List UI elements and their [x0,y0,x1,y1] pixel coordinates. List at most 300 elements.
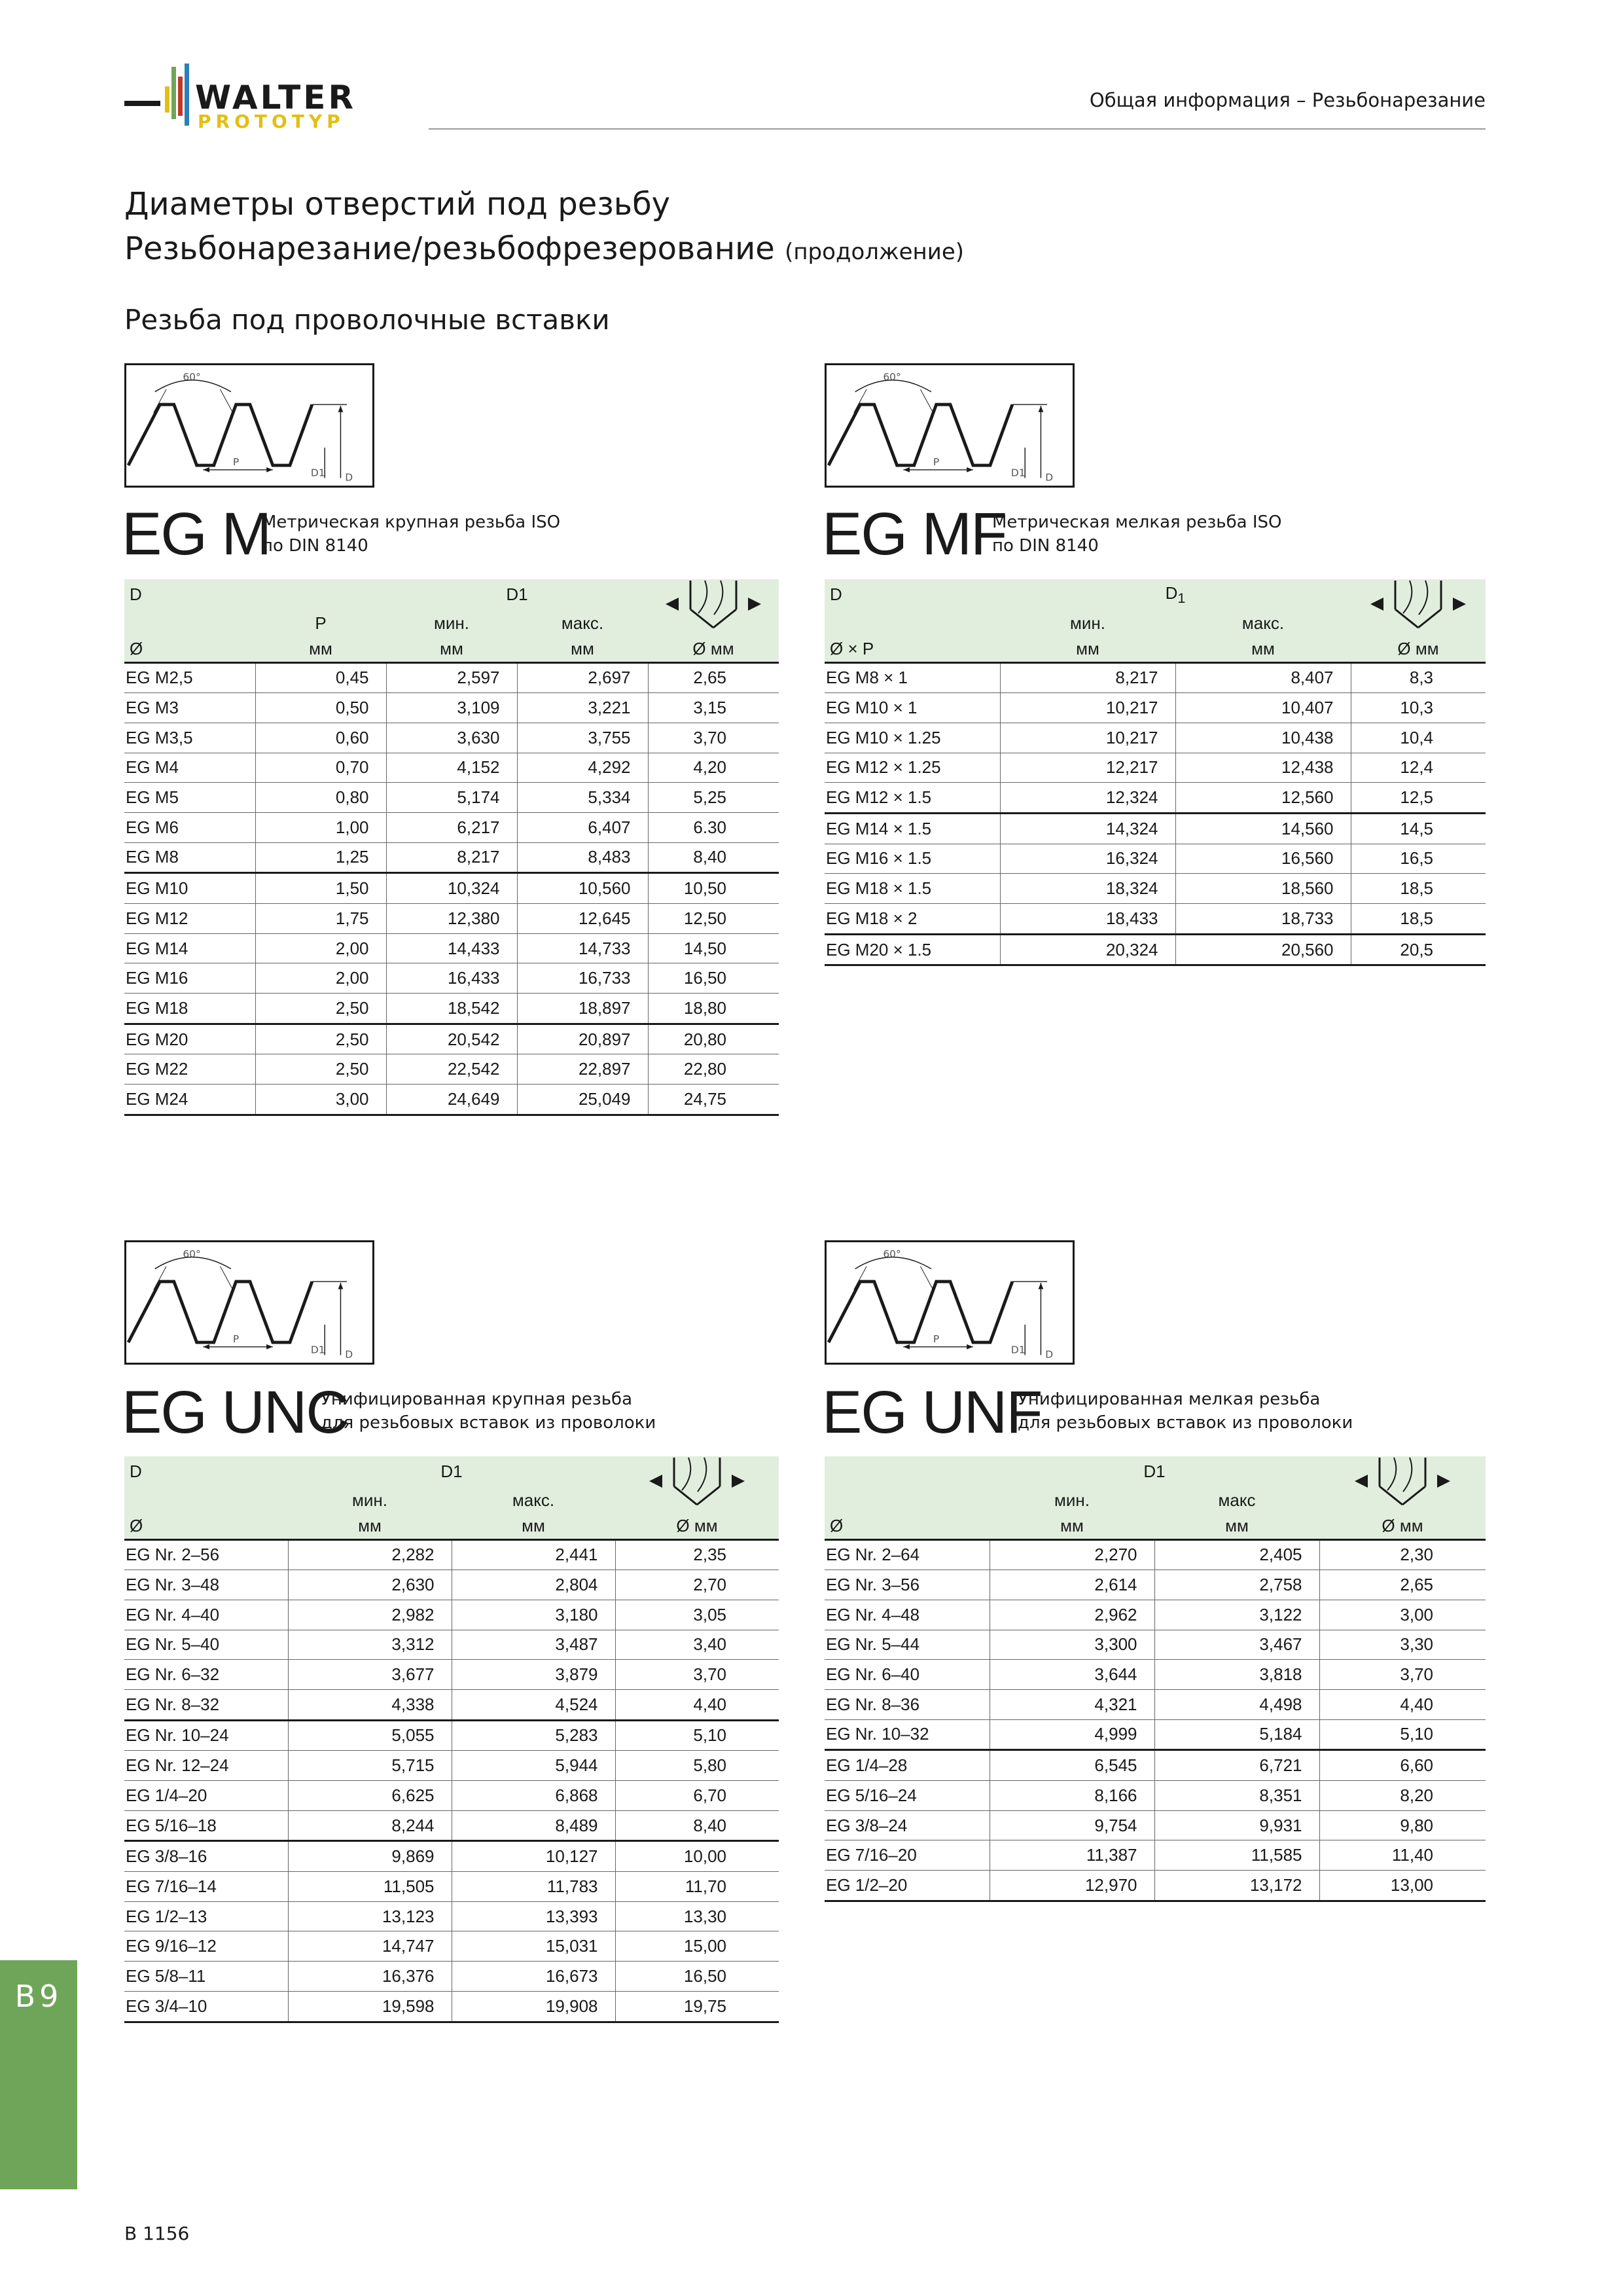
row-value-cell: 19,908 [452,1991,615,2022]
row-value-cell: 15,031 [452,1931,615,1962]
row-label-cell: EG Nr. 3–48 [124,1570,288,1600]
egunc-desc-line2: для резьбовых вставок из проволоки [321,1413,656,1433]
row-label-cell: EG 1/2–20 [825,1871,990,1901]
table-row [124,662,779,693]
row-label-cell: EG Nr. 10–32 [825,1719,990,1750]
row-value-cell: 2,65 [1319,1570,1486,1600]
row-value-cell: 3,180 [452,1600,615,1630]
egunc-header-d1: D1 [440,1462,463,1482]
svg-text:D1: D1 [310,1344,325,1356]
row-value-cell: 20,542 [386,1024,517,1054]
table-row [124,1630,779,1660]
row-value-cell: 2,00 [255,933,386,963]
row-value-cell: 10,217 [1000,693,1175,723]
row-value-cell: 22,542 [386,1054,517,1085]
table-row [124,904,779,934]
row-value-cell: 8,20 [1319,1781,1486,1811]
row-value-cell: 12,560 [1175,783,1351,814]
row-value-cell: 6,721 [1154,1750,1319,1781]
row-value-cell: 8,244 [288,1810,452,1841]
row-value-cell: 18,897 [517,994,648,1024]
row-value-cell: 16,433 [386,963,517,994]
row-value-cell: 12,5 [1351,783,1486,814]
table-row [124,1024,779,1054]
row-value-cell: 6,625 [288,1781,452,1811]
row-label-cell: EG M22 [124,1054,255,1085]
row-value-cell: 11,585 [1154,1840,1319,1871]
table-row [124,1962,779,1992]
table-row [124,963,779,994]
row-value-cell: 12,438 [1175,753,1351,783]
drill-diameter-icon [664,579,762,632]
egunc-header-d: D [130,1462,142,1482]
row-value-cell: 12,324 [1000,783,1175,814]
row-value-cell: 16,560 [1175,844,1351,874]
row-label-cell: EG M20 × 1.5 [825,934,1000,965]
egunc-desc-line1: Унифицированная крупная резьба [321,1390,633,1409]
row-label-cell: EG 5/16–18 [124,1810,288,1841]
row-value-cell: 6,545 [990,1750,1154,1781]
egmf-header-min: мин. [1070,613,1105,633]
table-row [825,904,1486,935]
row-value-cell: 22,897 [517,1054,648,1085]
egunf-description [1018,1388,1353,1435]
egunc-header-mm1: мм [358,1515,382,1535]
row-value-cell: 12,380 [386,904,517,934]
row-label-cell: EG Nr. 3–56 [825,1570,990,1600]
row-value-cell: 3,122 [1154,1600,1319,1630]
chapter-side-tab [0,1960,77,2189]
row-label-cell: EG M18 × 1.5 [825,874,1000,904]
table-row [825,844,1486,874]
row-label-cell: EG M5 [124,783,255,813]
row-value-cell: 8,351 [1154,1781,1319,1811]
row-value-cell: 24,649 [386,1085,517,1115]
row-label-cell: EG 3/8–16 [124,1841,288,1872]
row-value-cell: 16,50 [648,963,779,994]
table-row [825,1539,1486,1570]
row-label-cell: EG Nr. 6–32 [124,1660,288,1690]
table-row [124,723,779,753]
row-value-cell: 11,40 [1319,1840,1486,1871]
table-row [124,1660,779,1690]
row-value-cell: 3,644 [990,1660,1154,1690]
row-value-cell: 4,498 [1154,1689,1319,1719]
row-value-cell: 18,433 [1000,904,1175,935]
drill-diameter-icon [648,1456,746,1509]
row-value-cell: 2,282 [288,1539,452,1570]
egunc-header-drill-icon-cell [615,1456,779,1513]
table-row [124,842,779,873]
row-value-cell: 2,962 [990,1600,1154,1630]
row-label-cell: EG M8 [124,842,255,873]
row-value-cell: 2,614 [990,1570,1154,1600]
row-value-cell: 14,733 [517,933,648,963]
page-title-line2-suffix: (продолжение) [785,239,965,265]
row-value-cell: 14,747 [288,1931,452,1962]
header-section-title: Общая информация – Резьбонарезание [1089,89,1486,111]
row-label-cell: EG M14 [124,933,255,963]
row-value-cell: 10,127 [452,1841,615,1872]
row-value-cell: 3,15 [648,693,779,723]
logo-sub-brand-text: PROTOTYP [198,111,345,132]
svg-text:D1: D1 [310,467,325,479]
row-value-cell: 24,75 [648,1085,779,1115]
egm-header-dia-mm: Ø мм [692,638,734,658]
egunf-thread-diagram [825,1240,1075,1365]
row-value-cell: 3,221 [517,693,648,723]
row-value-cell: 12,50 [648,904,779,934]
row-value-cell: 2,50 [255,994,386,1024]
row-label-cell: EG M18 [124,994,255,1024]
table-row [124,1781,779,1811]
row-value-cell: 5,944 [452,1751,615,1781]
table-row [124,783,779,813]
egmf-header-mm2: мм [1251,638,1275,658]
table-row [124,994,779,1024]
row-value-cell: 8,166 [990,1781,1154,1811]
egmf-table-header [825,579,1486,662]
row-value-cell: 2,630 [288,1570,452,1600]
row-value-cell: 4,152 [386,753,517,783]
row-value-cell: 3,70 [648,723,779,753]
row-value-cell: 10,4 [1351,723,1486,753]
row-value-cell: 3,109 [386,693,517,723]
row-value-cell: 1,50 [255,873,386,904]
row-value-cell: 8,489 [452,1810,615,1841]
table-row [124,933,779,963]
row-value-cell: 16,50 [615,1962,779,1992]
row-label-cell: EG 1/2–13 [124,1901,288,1931]
egunf-header-dia: Ø [830,1515,844,1535]
row-value-cell: 10,3 [1351,693,1486,723]
page-title-line1: Диаметры отверстий под резьбу [124,186,671,223]
row-value-cell: 18,5 [1351,874,1486,904]
egm-description [262,511,560,558]
table-row [124,1539,779,1570]
row-label-cell: EG Nr. 10–24 [124,1720,288,1751]
table-row [124,1841,779,1872]
table-row [124,1991,779,2022]
egunc-header-min: мин. [352,1490,387,1510]
egm-header-max: макс. [561,613,604,633]
row-value-cell: 14,560 [1175,813,1351,844]
row-value-cell: 4,40 [615,1689,779,1720]
egunf-header-drill-icon-cell [1319,1456,1486,1513]
row-value-cell: 11,387 [990,1840,1154,1871]
row-label-cell: EG M12 × 1.5 [825,783,1000,814]
row-value-cell: 12,970 [990,1871,1154,1901]
table-row [124,1689,779,1720]
row-value-cell: 2,00 [255,963,386,994]
row-value-cell: 20,80 [648,1024,779,1054]
row-value-cell: 16,733 [517,963,648,994]
table-row [825,1689,1486,1719]
row-value-cell: 11,505 [288,1872,452,1902]
row-value-cell: 6.30 [648,812,779,842]
row-value-cell: 16,324 [1000,844,1175,874]
thread-profile-diagram-svg [126,1242,372,1363]
egm-header-dia: Ø [130,638,143,658]
row-value-cell: 5,715 [288,1751,452,1781]
row-label-cell: EG 5/8–11 [124,1962,288,1992]
row-value-cell: 1,75 [255,904,386,934]
table-row [124,1901,779,1931]
egm-header-d: D [130,584,142,605]
row-value-cell: 5,055 [288,1720,452,1751]
row-value-cell: 11,783 [452,1872,615,1902]
row-value-cell: 6,217 [386,812,517,842]
row-value-cell: 3,40 [615,1630,779,1660]
row-value-cell: 3,487 [452,1630,615,1660]
row-value-cell: 13,393 [452,1901,615,1931]
row-value-cell: 8,217 [386,842,517,873]
svg-text:D: D [1045,471,1054,484]
row-label-cell: EG Nr. 2–56 [124,1539,288,1570]
row-label-cell: EG 5/16–24 [825,1781,990,1811]
table-row [825,1840,1486,1871]
row-value-cell: 14,324 [1000,813,1175,844]
svg-text:P: P [933,1333,940,1346]
row-value-cell: 2,697 [517,662,648,693]
egmf-desc-line1: Метрическая мелкая резьба ISO [992,512,1282,532]
row-label-cell: EG 1/4–28 [825,1750,990,1781]
row-value-cell: 13,30 [615,1901,779,1931]
egm-desc-line1: Метрическая крупная резьба ISO [262,512,561,532]
row-value-cell: 20,324 [1000,934,1175,965]
table-row [124,1931,779,1962]
row-value-cell: 8,40 [648,842,779,873]
row-label-cell: EG M10 × 1.25 [825,723,1000,753]
row-value-cell: 18,5 [1351,904,1486,935]
egunc-header-max: макс. [512,1490,555,1510]
chapter-side-tab-label: B9 [14,1979,63,2014]
row-value-cell: 1,25 [255,842,386,873]
table-row [124,873,779,904]
svg-text:60°: 60° [183,1248,201,1261]
row-label-cell: EG 7/16–20 [825,1840,990,1871]
row-label-cell: EG M3 [124,693,255,723]
egm-header-mm3: мм [571,638,594,658]
table-row [825,1750,1486,1781]
egm-header-mm2: мм [440,638,463,658]
row-value-cell: 2,35 [615,1539,779,1570]
row-value-cell: 10,50 [648,873,779,904]
row-label-cell: EG M20 [124,1024,255,1054]
row-value-cell: 2,597 [386,662,517,693]
egunc-header-dia-mm: Ø мм [676,1515,718,1535]
egunc-header-mm2: мм [522,1515,545,1535]
row-value-cell: 2,270 [990,1539,1154,1570]
table-row [124,1054,779,1085]
table-row [124,1810,779,1841]
row-value-cell: 3,00 [255,1085,386,1115]
row-label-cell: EG Nr. 8–36 [825,1689,990,1719]
row-value-cell: 25,049 [517,1085,648,1115]
table-row [825,1871,1486,1901]
egunc-description [321,1388,656,1435]
row-value-cell: 9,931 [1154,1810,1319,1840]
table-row [825,1719,1486,1750]
row-value-cell: 3,70 [1319,1660,1486,1690]
row-value-cell: 4,338 [288,1689,452,1720]
row-label-cell: EG 9/16–12 [124,1931,288,1962]
table-row [825,813,1486,844]
row-value-cell: 5,174 [386,783,517,813]
row-value-cell: 6,60 [1319,1750,1486,1781]
egmf-header-max: макс. [1241,613,1285,633]
row-value-cell: 22,80 [648,1054,779,1085]
table-row [124,1570,779,1600]
egm-desc-line2: по DIN 8140 [262,536,368,556]
egm-code: EG M [122,501,271,567]
logo-bars-icon [124,60,196,135]
svg-text:60°: 60° [883,371,901,384]
row-value-cell: 8,40 [615,1810,779,1841]
row-value-cell: 20,5 [1351,934,1486,965]
egm-header-min: мин. [434,613,469,633]
row-value-cell: 3,05 [615,1600,779,1630]
walter-prototyp-logo [124,60,406,135]
row-value-cell: 14,50 [648,933,779,963]
row-value-cell: 20,897 [517,1024,648,1054]
egunf-header-max: макс [1218,1490,1256,1510]
row-value-cell: 18,542 [386,994,517,1024]
row-value-cell: 5,184 [1154,1719,1319,1750]
egm-table-body [124,662,779,1115]
svg-text:60°: 60° [183,371,201,384]
row-value-cell: 15,00 [615,1931,779,1962]
row-value-cell: 5,25 [648,783,779,813]
row-value-cell: 20,560 [1175,934,1351,965]
egunf-header-min: мин. [1054,1490,1090,1510]
egmf-header-dia: Ø × P [830,638,874,658]
table-row [825,693,1486,723]
table-row [825,662,1486,693]
row-value-cell: 12,645 [517,904,648,934]
row-value-cell: 4,20 [648,753,779,783]
table-row [124,693,779,723]
row-label-cell: EG M10 × 1 [825,693,1000,723]
egmf-header-mm1: мм [1076,638,1099,658]
egmf-header-dia-mm: Ø мм [1397,638,1439,658]
row-value-cell: 11,70 [615,1872,779,1902]
row-label-cell: EG M16 × 1.5 [825,844,1000,874]
svg-text:P: P [933,456,940,469]
row-value-cell: 4,524 [452,1689,615,1720]
drill-diameter-icon [1353,1456,1452,1509]
egunf-header-dia-mm: Ø мм [1382,1515,1423,1535]
row-value-cell: 3,312 [288,1630,452,1660]
row-value-cell: 2,50 [255,1024,386,1054]
logo-brand-text: WALTER [195,79,356,117]
svg-text:60°: 60° [883,1248,901,1261]
row-label-cell: EG 1/4–20 [124,1781,288,1811]
row-value-cell: 3,879 [452,1660,615,1690]
row-value-cell: 18,560 [1175,874,1351,904]
page-number: B 1156 [124,2223,190,2244]
row-label-cell: EG Nr. 8–32 [124,1689,288,1720]
row-label-cell: EG M6 [124,812,255,842]
row-value-cell: 3,300 [990,1630,1154,1660]
row-value-cell: 6,868 [452,1781,615,1811]
table-row [825,1630,1486,1660]
row-value-cell: 9,754 [990,1810,1154,1840]
svg-text:D1: D1 [1010,1344,1026,1356]
row-value-cell: 3,630 [386,723,517,753]
row-label-cell: EG Nr. 12–24 [124,1751,288,1781]
table-row [124,1085,779,1115]
row-value-cell: 0,50 [255,693,386,723]
egmf-description [992,511,1281,558]
table-row [825,753,1486,783]
page-subtitle: Резьба под проволочные вставки [124,304,610,336]
row-value-cell: 2,65 [648,662,779,693]
row-label-cell: EG M14 × 1.5 [825,813,1000,844]
egunf-table-header [825,1456,1486,1539]
egm-thread-diagram [124,363,374,488]
egunf-code: EG UNF [822,1379,1042,1446]
row-value-cell: 0,45 [255,662,386,693]
row-label-cell: EG M18 × 2 [825,904,1000,935]
row-value-cell: 8,217 [1000,662,1175,693]
row-value-cell: 3,467 [1154,1630,1319,1660]
row-value-cell: 13,172 [1154,1871,1319,1901]
row-value-cell: 0,80 [255,783,386,813]
egm-table [124,579,779,1116]
row-value-cell: 18,324 [1000,874,1175,904]
row-value-cell: 5,334 [517,783,648,813]
egm-header-d1: D1 [506,584,528,605]
row-value-cell: 0,70 [255,753,386,783]
table-row [124,1751,779,1781]
row-value-cell: 0,60 [255,723,386,753]
row-label-cell: EG M4 [124,753,255,783]
egmf-desc-line2: по DIN 8140 [992,536,1099,556]
row-value-cell: 3,818 [1154,1660,1319,1690]
page-title-line2 [124,230,965,267]
row-value-cell: 10,438 [1175,723,1351,753]
table-row [124,753,779,783]
table-row [124,812,779,842]
row-value-cell: 13,123 [288,1901,452,1931]
row-label-cell: EG Nr. 6–40 [825,1660,990,1690]
egunc-table [124,1456,779,2023]
table-row [124,1600,779,1630]
row-value-cell: 5,10 [615,1720,779,1751]
egunc-header-dia: Ø [130,1515,143,1535]
row-value-cell: 19,598 [288,1991,452,2022]
row-value-cell: 6,407 [517,812,648,842]
row-value-cell: 2,405 [1154,1539,1319,1570]
page-title-line2-main: Резьбонарезание/резьбофрезерование [124,230,775,267]
row-value-cell: 5,80 [615,1751,779,1781]
egunf-header-d1: D1 [1143,1462,1166,1482]
egmf-header-d: D [830,584,842,605]
row-value-cell: 10,00 [615,1841,779,1872]
egunc-table-header [124,1456,779,1539]
row-label-cell: EG Nr. 5–44 [825,1630,990,1660]
row-value-cell: 12,217 [1000,753,1175,783]
drill-diameter-icon [1369,579,1467,632]
egmf-header-d1: $D_1$ [1165,583,1186,607]
row-value-cell: 18,733 [1175,904,1351,935]
row-value-cell: 9,869 [288,1841,452,1872]
egunf-desc-line2: для резьбовых вставок из проволоки [1018,1413,1353,1433]
table-row [825,1600,1486,1630]
row-label-cell: EG 7/16–14 [124,1872,288,1902]
egmf-code: EG MF [822,501,1007,567]
